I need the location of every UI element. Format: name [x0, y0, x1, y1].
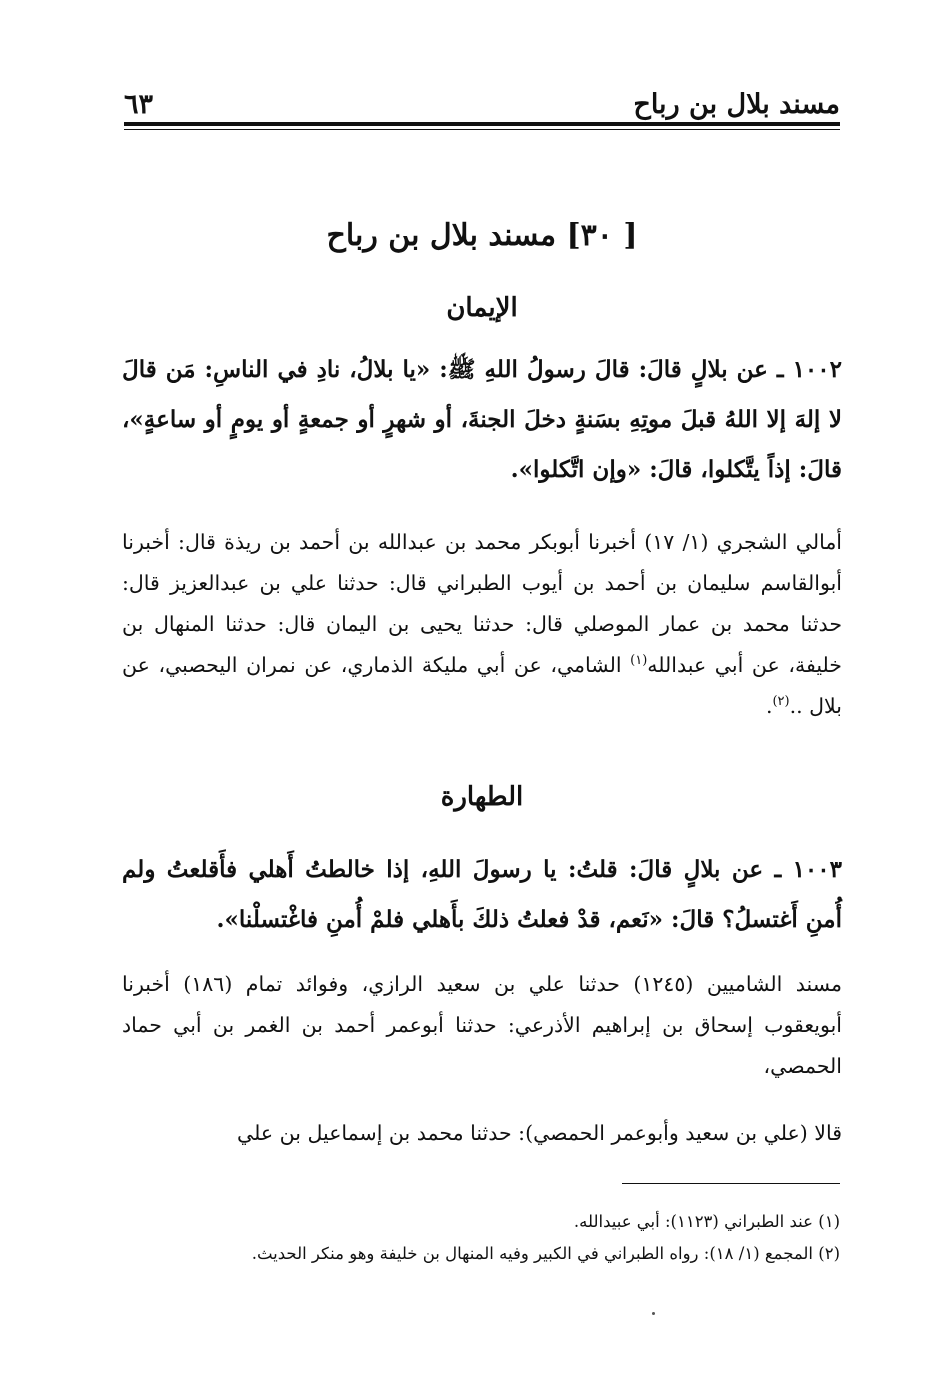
running-header	[124, 78, 840, 118]
source-1003-p2: قالا (علي بن سعيد وأبوعمر الحمصي): حدثنا محمد بن إسماعيل بن علي	[237, 1121, 842, 1145]
scan-speck	[652, 1312, 655, 1315]
hadith-1002: ١٠٠٢ ـ عن بلالٍ قالَ: قالَ رسولُ اللهِ ﷺ: «يا بلالُ، نادِ في الناسِ: مَن قالَ لا إلهَ إلا اللهُ قبلَ موتِهِ بسَنةٍ دخلَ الجنةَ، أو شهرٍ أو جمعةٍ أو يومٍ أو ساعةٍ»، قالَ: إذاً يتَّكلوا، قالَ: «وإن اتَّكلوا».	[122, 356, 842, 483]
source-1002	[122, 522, 842, 727]
page-number: ٦٣	[124, 89, 154, 120]
hadith-1003: ١٠٠٣ ـ عن بلالٍ قالَ: قلتُ: يا رسولَ اللهِ، إذا خالطتُ أَهلي فأَقلعتُ ولم أُمنِ أَغتسلُ؟ قالَ: «نَعم، قدْ فعلتُ ذلكَ بأَهلي فلمْ أُمنِ فاغْتسلْنا».	[122, 856, 842, 933]
header-rule-thick	[124, 122, 840, 126]
footnote-2: (٢) المجمع (١/ ١٨): رواه الطبراني في الكبير وفيه المنهال بن خليفة وهو منكر الحديث.	[251, 1244, 840, 1263]
heading-iman: الإيمان	[446, 293, 518, 323]
footnote-mark-2: (٢)	[772, 694, 790, 710]
source-1002-text-b: الشامي، عن أبي مليكة الذماري، عن نمران اليحصبي، عن بلال ..	[122, 653, 842, 718]
footnote-mark-1: (١)	[630, 653, 648, 669]
footnote-divider	[622, 1183, 840, 1184]
heading-tahara: الطهارة	[440, 782, 524, 812]
source-1002-text-c: .	[765, 694, 773, 718]
section-title: [ ٣٠] مسند بلال بن رباح	[326, 218, 638, 253]
source-1003-p1: مسند الشاميين (١٢٤٥) حدثنا علي بن سعيد الرازي، وفوائد تمام (١٨٦) أخبرنا أبويعقوب إسحاق بن إبراهيم الأذرعي: حدثنا أبوعمر أحمد بن الغمر بن أبي حماد الحمصي،	[122, 972, 842, 1078]
footnote-1: (١) عند الطبراني (١١٢٣): أبي عبيدالله.	[573, 1212, 840, 1231]
running-title: مسند بلال بن رباح	[633, 89, 840, 120]
header-rule-thin	[124, 129, 840, 130]
footnotes	[124, 1206, 840, 1270]
source-1002-text-a: أمالي الشجري (١/ ١٧) أخبرنا أبوبكر محمد بن عبدالله بن أحمد بن ريذة قال: أخبرنا أبوالقاسم سليمان بن أحمد بن أيوب الطبراني قال: حدثنا علي بن عبدالعزيز قال: حدثنا محمد بن عمار الموصلي قال: حدثنا يحيى بن اليمان قال: حدثنا المنهال بن خليفة، عن أبي عبدالله	[122, 530, 842, 677]
